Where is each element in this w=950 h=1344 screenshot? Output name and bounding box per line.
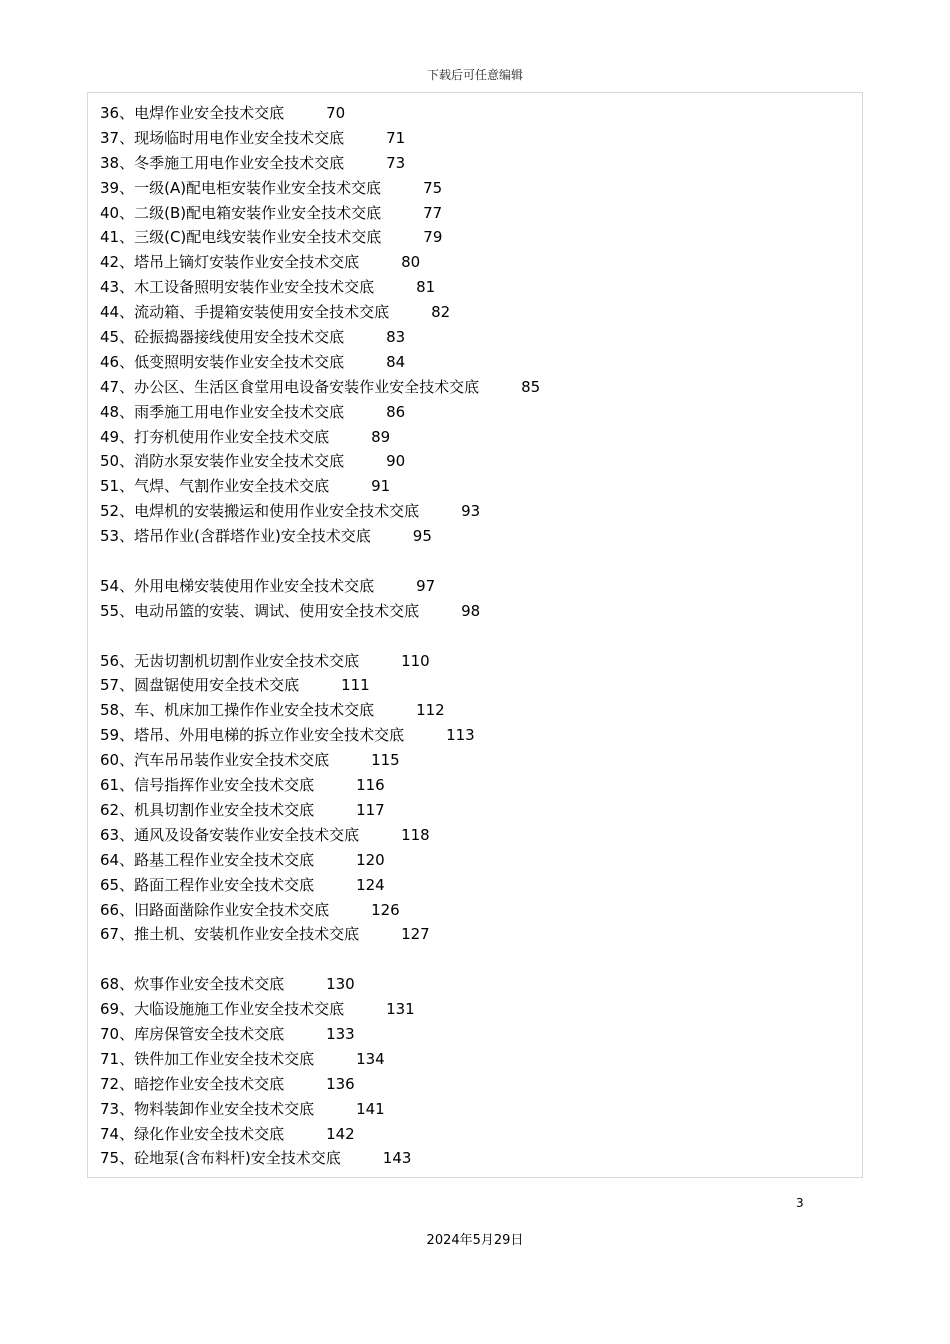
toc-entry-title: 44、流动箱、手提箱安装使用安全技术交底 [100,303,390,322]
toc-entry[interactable] [100,673,540,698]
toc-entry-page: 80 [401,253,421,272]
toc-entry[interactable] [100,1122,540,1147]
toc-entry-title: 72、暗挖作业安全技术交底 [100,1074,285,1093]
toc-entry-page: 111 [341,676,370,695]
toc-entry-title: 46、低变照明安装作业安全技术交底 [100,352,345,371]
group-spacer [100,549,540,574]
toc-entry-page: 97 [416,576,436,595]
toc-entry-title: 67、推土机、安装机作业安全技术交底 [100,925,360,944]
toc-entry-page: 118 [401,825,430,844]
toc-entry-page: 131 [386,1000,415,1019]
toc-entry-title: 61、信号指挥作业安全技术交底 [100,776,315,795]
toc-entry-page: 85 [521,377,541,396]
toc-entry-page: 83 [386,328,406,347]
toc-entry[interactable] [100,524,540,549]
toc-entry-title: 65、路面工程作业安全技术交底 [100,875,315,894]
toc-entry-title: 48、雨季施工用电作业安全技术交底 [100,402,345,421]
toc-entry[interactable] [100,823,540,848]
toc-entry-page: 75 [423,178,443,197]
toc-entry-title: 38、冬季施工用电作业安全技术交底 [100,153,345,172]
toc-entry-page: 143 [382,1149,412,1168]
toc-entry-page: 133 [326,1024,355,1043]
toc-entry[interactable] [100,300,540,325]
toc-entry-title: 55、电动吊篮的安装、调试、使用安全技术交底 [100,601,420,620]
toc-entry-title: 60、汽车吊吊装作业安全技术交底 [100,751,330,770]
toc-entry-title: 50、消防水泵安装作业安全技术交底 [100,452,345,471]
toc-entry-title: 62、机具切割作业安全技术交底 [100,800,315,819]
toc-entry[interactable] [100,574,540,599]
toc-entry-title: 45、砼振捣器接线使用安全技术交底 [100,328,345,347]
toc-entry[interactable] [100,350,540,375]
toc-entry[interactable] [100,997,540,1022]
footer-date: 2024年5月29日 [426,1233,524,1248]
toc-entry-title: 68、炊事作业安全技术交底 [100,975,285,994]
table-of-contents [100,101,540,1171]
toc-entry-title: 69、大临设施施工作业安全技术交底 [100,1000,345,1019]
toc-entry-title: 36、电焊作业安全技术交底 [100,104,285,122]
toc-entry-page: 77 [423,203,443,222]
toc-entry-title: 71、铁件加工作业安全技术交底 [100,1049,315,1068]
toc-entry-title: 59、塔吊、外用电梯的拆立作业安全技术交底 [100,726,405,745]
toc-entry-page: 120 [356,850,385,869]
toc-entry[interactable] [100,499,540,524]
toc-entry-page: 113 [446,726,475,745]
toc-entry-title: 47、办公区、生活区食堂用电设备安装作业安全技术交底 [100,377,480,396]
toc-entry-page: 127 [401,925,430,944]
toc-entry-page: 130 [326,975,355,994]
toc-entry[interactable] [100,599,540,624]
toc-entry[interactable] [100,151,540,176]
toc-entry-title: 66、旧路面凿除作业安全技术交底 [100,900,330,919]
toc-entry[interactable] [100,449,540,474]
toc-entry[interactable] [100,773,540,798]
toc-entry-title: 49、打夯机使用作业安全技术交底 [100,427,330,446]
toc-entry[interactable] [100,898,540,923]
toc-entry-title: 51、气焊、气割作业安全技术交底 [100,477,330,496]
toc-entry-page: 95 [412,527,432,546]
toc-entry[interactable] [100,1047,540,1072]
toc-entry[interactable] [100,176,540,201]
toc-entry[interactable] [100,848,540,873]
toc-entry-page: 90 [386,452,406,471]
toc-entry-title: 64、路基工程作业安全技术交底 [100,850,315,869]
toc-entry-title: 37、现场临时用电作业安全技术交底 [100,128,345,147]
toc-entry-title: 56、无齿切割机切割作业安全技术交底 [100,651,360,670]
toc-entry-title: 39、一级(A)配电柜安装作业安全技术交底 [100,178,382,197]
toc-entry-page: 141 [356,1099,385,1118]
toc-entry[interactable] [100,922,540,947]
toc-entry[interactable] [100,425,540,450]
toc-entry-title: 53、塔吊作业(含群塔作业)安全技术交底 [100,527,371,546]
toc-entry[interactable] [100,1022,540,1047]
toc-entry[interactable] [100,325,540,350]
toc-entry-title: 74、绿化作业安全技术交底 [100,1124,285,1143]
toc-entry-page: 91 [371,477,391,496]
toc-entry-title: 57、圆盘锯使用安全技术交底 [100,676,300,695]
toc-entry[interactable] [100,1146,540,1171]
toc-entry[interactable] [100,723,540,748]
toc-entry-title: 70、库房保管安全技术交底 [100,1024,285,1043]
toc-entry[interactable] [100,972,540,997]
toc-entry-page: 110 [401,651,430,670]
page-number: 3 [796,1196,804,1210]
toc-entry[interactable] [100,375,540,400]
group-spacer [100,624,540,649]
toc-entry[interactable] [100,250,540,275]
group-spacer [100,947,540,972]
toc-entry-title: 41、三级(C)配电线安装作业安全技术交底 [100,228,382,247]
toc-entry-title: 73、物料装卸作业安全技术交底 [100,1099,315,1118]
toc-entry-page: 117 [356,800,385,819]
toc-entry-page: 70 [326,104,346,122]
toc-entry-page: 93 [461,502,481,521]
page-header: 下载后可任意编辑 [426,68,523,82]
toc-entry[interactable] [100,1097,540,1122]
toc-entry-page: 136 [326,1074,355,1093]
toc-entry[interactable] [100,1072,540,1097]
toc-entry-page: 84 [386,352,406,371]
toc-entry[interactable] [100,698,540,723]
toc-entry[interactable] [100,275,540,300]
toc-entry[interactable] [100,748,540,773]
toc-entry-page: 98 [461,601,481,620]
toc-entry-page: 82 [431,303,451,322]
toc-entry-title: 75、砼地泵(含布料杆)安全技术交底 [100,1149,341,1168]
toc-entry-page: 124 [356,875,385,894]
toc-entry-title: 42、塔吊上镝灯安装作业安全技术交底 [100,253,360,272]
toc-entry-page: 142 [326,1124,355,1143]
toc-entry-page: 134 [356,1049,385,1068]
toc-entry[interactable] [100,101,540,126]
toc-entry-title: 63、通风及设备安装作业安全技术交底 [100,825,360,844]
toc-entry[interactable] [100,400,540,425]
toc-entry-title: 58、车、机床加工操作作业安全技术交底 [100,701,375,720]
toc-entry[interactable] [100,649,540,674]
toc-entry[interactable] [100,798,540,823]
toc-entry[interactable] [100,126,540,151]
toc-entry[interactable] [100,225,540,250]
toc-entry-page: 126 [371,900,400,919]
toc-entry[interactable] [100,873,540,898]
toc-entry-page: 116 [356,776,385,795]
toc-entry-page: 73 [386,153,406,172]
toc-entry-page: 89 [371,427,391,446]
toc-entry-title: 54、外用电梯安装使用作业安全技术交底 [100,576,375,595]
toc-entry-page: 115 [371,751,400,770]
toc-entry-page: 81 [416,278,436,297]
toc-entry-title: 43、木工设备照明安装作业安全技术交底 [100,278,375,297]
toc-entry[interactable] [100,474,540,499]
toc-entry[interactable] [100,201,540,226]
toc-entry-page: 79 [423,228,443,247]
toc-entry-title: 40、二级(B)配电箱安装作业安全技术交底 [100,203,382,222]
toc-entry-page: 71 [386,128,406,147]
toc-entry-title: 52、电焊机的安装搬运和使用作业安全技术交底 [100,502,420,521]
toc-entry-page: 86 [386,402,406,421]
toc-entry-page: 112 [416,701,445,720]
